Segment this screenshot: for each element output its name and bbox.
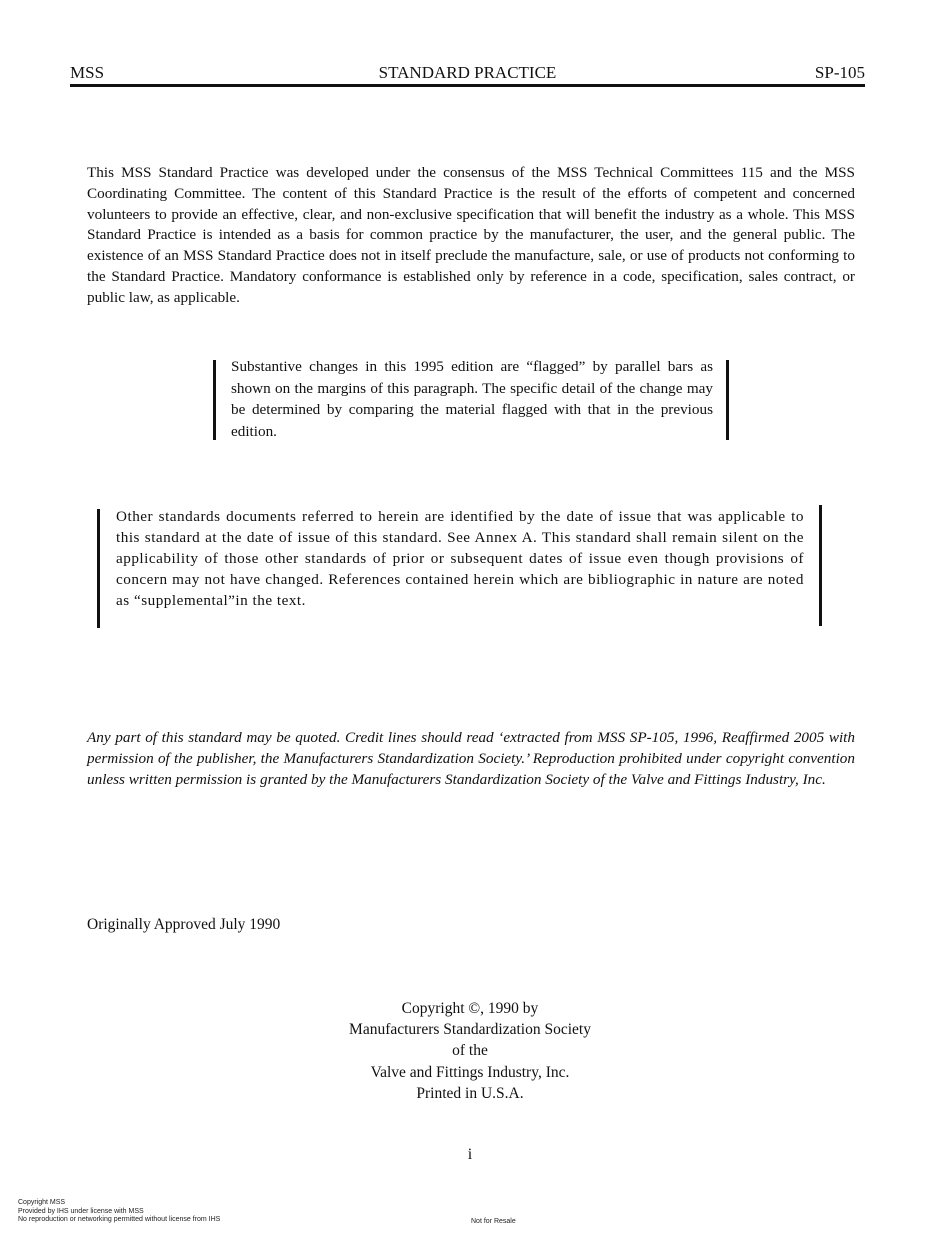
intro-paragraph: This MSS Standard Practice was developed under the consensus of the MSS Technical Committees 115 and the MSS Coordinating Committee. The content of this Standard Practice is the result of the efforts of competent and concerned volunteers to provide an effective, clear, and non-exclusive specification that will benefit the industry as a whole. This MSS Standard Practice is intended as a basis for common practice by the manufacturer, the user, and the general public. The existence of an MSS Standard Practice does not in itself preclude the manufacture, sale, or use of products not conforming to the Standard Practice. Mandatory conformance is established only by reference in a code, specification, sales contract, or public law, as applicable.: [87, 164, 855, 306]
change-bar-left: [97, 509, 100, 628]
license-footer: [18, 1199, 220, 1225]
footer-not-for-resale: Not for Resale: [471, 1218, 516, 1225]
other-standards-box: [97, 505, 822, 630]
approval-date: Originally Approved July 1990: [87, 916, 281, 933]
copyright-block: [300, 998, 640, 1104]
copyright-org: Manufacturers Standardization Society: [349, 1021, 591, 1039]
copyright-of: of the: [452, 1042, 488, 1060]
change-bar-left: [213, 360, 216, 440]
header-rule: [70, 84, 865, 87]
header-doc-number: SP-105: [814, 63, 865, 82]
flagged-changes-box: [213, 356, 729, 440]
other-standards-paragraph: Other standards documents referred to herein are identified by the date of issue that was applicable to this standard at the date of issue of this standard. See Annex A. This standard shall remain silent on the applicability of those other standards of prior or subsequent dates of issue even though provisions of concern may not have changed. References contained herein which are bibliographic in nature are noted as “supplemental”in the text.: [116, 508, 804, 609]
header-title: STANDARD PRACTICE: [378, 63, 557, 82]
page-number: i: [467, 1146, 473, 1163]
page-header: [70, 62, 865, 84]
copyright-printed: Printed in U.S.A.: [416, 1084, 524, 1102]
copyright-line: Copyright ©, 1990 by: [401, 1000, 539, 1017]
footer-provider: Provided by IHS under license with MSS: [18, 1207, 144, 1215]
footer-copyright: Copyright MSS: [18, 1199, 66, 1206]
header-org: MSS: [70, 63, 105, 82]
quote-permission-paragraph: Any part of this standard may be quoted. Credit lines should read ‘extracted from MSS SP-105, 1996, Reaffirmed 2005 with permission of the publisher, the Manufacturers Standardization Society.’ Reproduction prohibited under copyright convention unless written permission is granted by the Manufacturers Standardization Society of the Valve and Fittings Industry, Inc.: [87, 729, 855, 788]
change-bar-right: [726, 360, 729, 440]
footer-no-reproduction: No reproduction or networking permitted without license from IHS: [18, 1216, 221, 1223]
copyright-industry: Valve and Fittings Industry, Inc.: [370, 1063, 570, 1081]
flagged-changes-paragraph: Substantive changes in this 1995 edition are “flagged” by parallel bars as shown on the margins of this paragraph. The specific detail of the change may be determined by comparing the material flagged with that in the previous edition.: [231, 358, 713, 440]
change-bar-right: [819, 505, 822, 626]
